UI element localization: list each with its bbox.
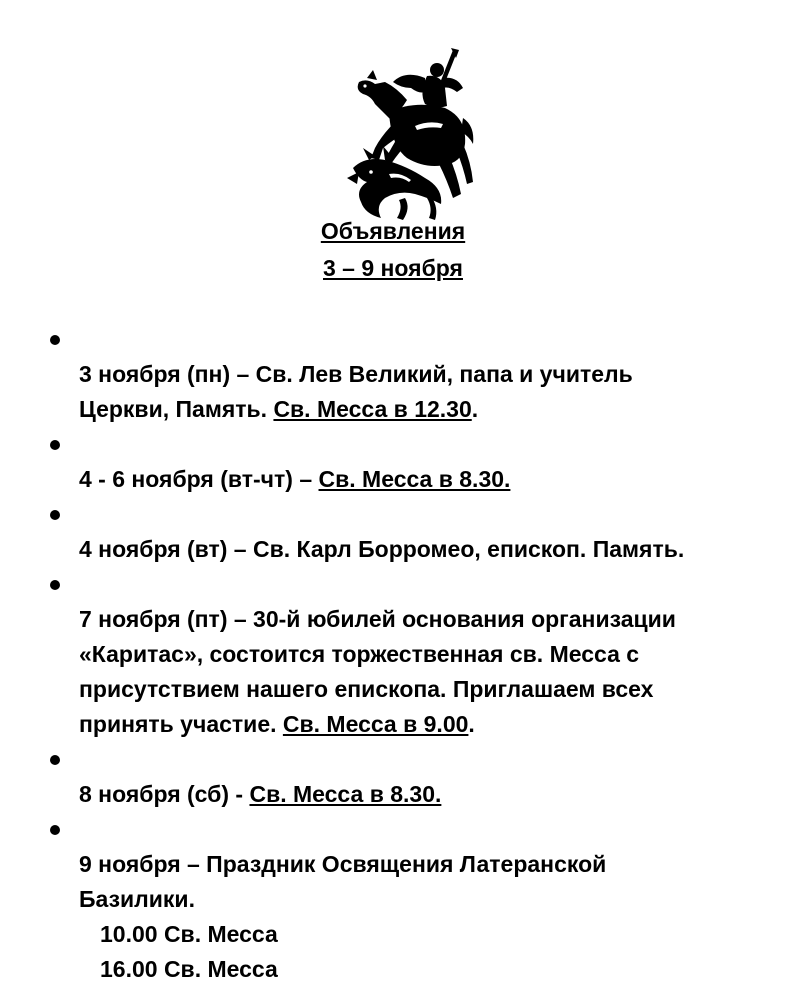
item-text: 4 ноября (вт) – Св. Карл Борромео, епископ. Память. bbox=[79, 536, 685, 562]
announcement-list bbox=[48, 322, 768, 987]
bullet-icon bbox=[50, 335, 60, 345]
list-item bbox=[48, 427, 768, 497]
list-item bbox=[48, 812, 768, 917]
item-text: 3 ноября (пн) – Св. Лев Великий, папа и учитель Церкви, Память. bbox=[79, 361, 633, 422]
mass-schedule-line: 16.00 Св. Месса bbox=[100, 956, 278, 982]
mass-time: Св. Месса в 8.30. bbox=[249, 781, 442, 807]
bullet-icon bbox=[50, 755, 60, 765]
bullet-icon bbox=[50, 580, 60, 590]
bullet-icon bbox=[50, 510, 60, 520]
bullet-icon bbox=[50, 825, 60, 835]
bullet-icon bbox=[50, 440, 60, 450]
date-range: 3 – 9 ноября bbox=[323, 255, 463, 281]
item-suffix: . bbox=[471, 396, 479, 422]
item-text: 4 - 6 ноября (вт-чт) – bbox=[79, 466, 319, 492]
st-george-dragon-icon bbox=[345, 48, 475, 220]
mass-time: Св. Месса в 12.30 bbox=[273, 396, 472, 422]
list-item bbox=[48, 322, 768, 427]
item-text: 8 ноября (сб) - bbox=[79, 781, 250, 807]
list-item bbox=[48, 567, 768, 742]
mass-schedule-line: 10.00 Св. Месса bbox=[100, 921, 278, 947]
item-text: 9 ноября – Праздник Освящения Латеранской Базилики. bbox=[79, 851, 607, 912]
item-text: 7 ноября (пт) – 30-й юбилей основания организации «Каритас», состоится торжественная св. Месса с присутствием нашего епископа. Приглашаем всех принять участие. bbox=[79, 606, 676, 737]
mass-time: Св. Месса в 9.00 bbox=[282, 711, 469, 737]
item-suffix: . bbox=[468, 711, 475, 737]
mass-time: Св. Месса в 8.30. bbox=[318, 466, 511, 492]
list-item bbox=[48, 742, 768, 812]
list-item bbox=[48, 497, 768, 567]
page-title: Объявления bbox=[320, 218, 466, 244]
